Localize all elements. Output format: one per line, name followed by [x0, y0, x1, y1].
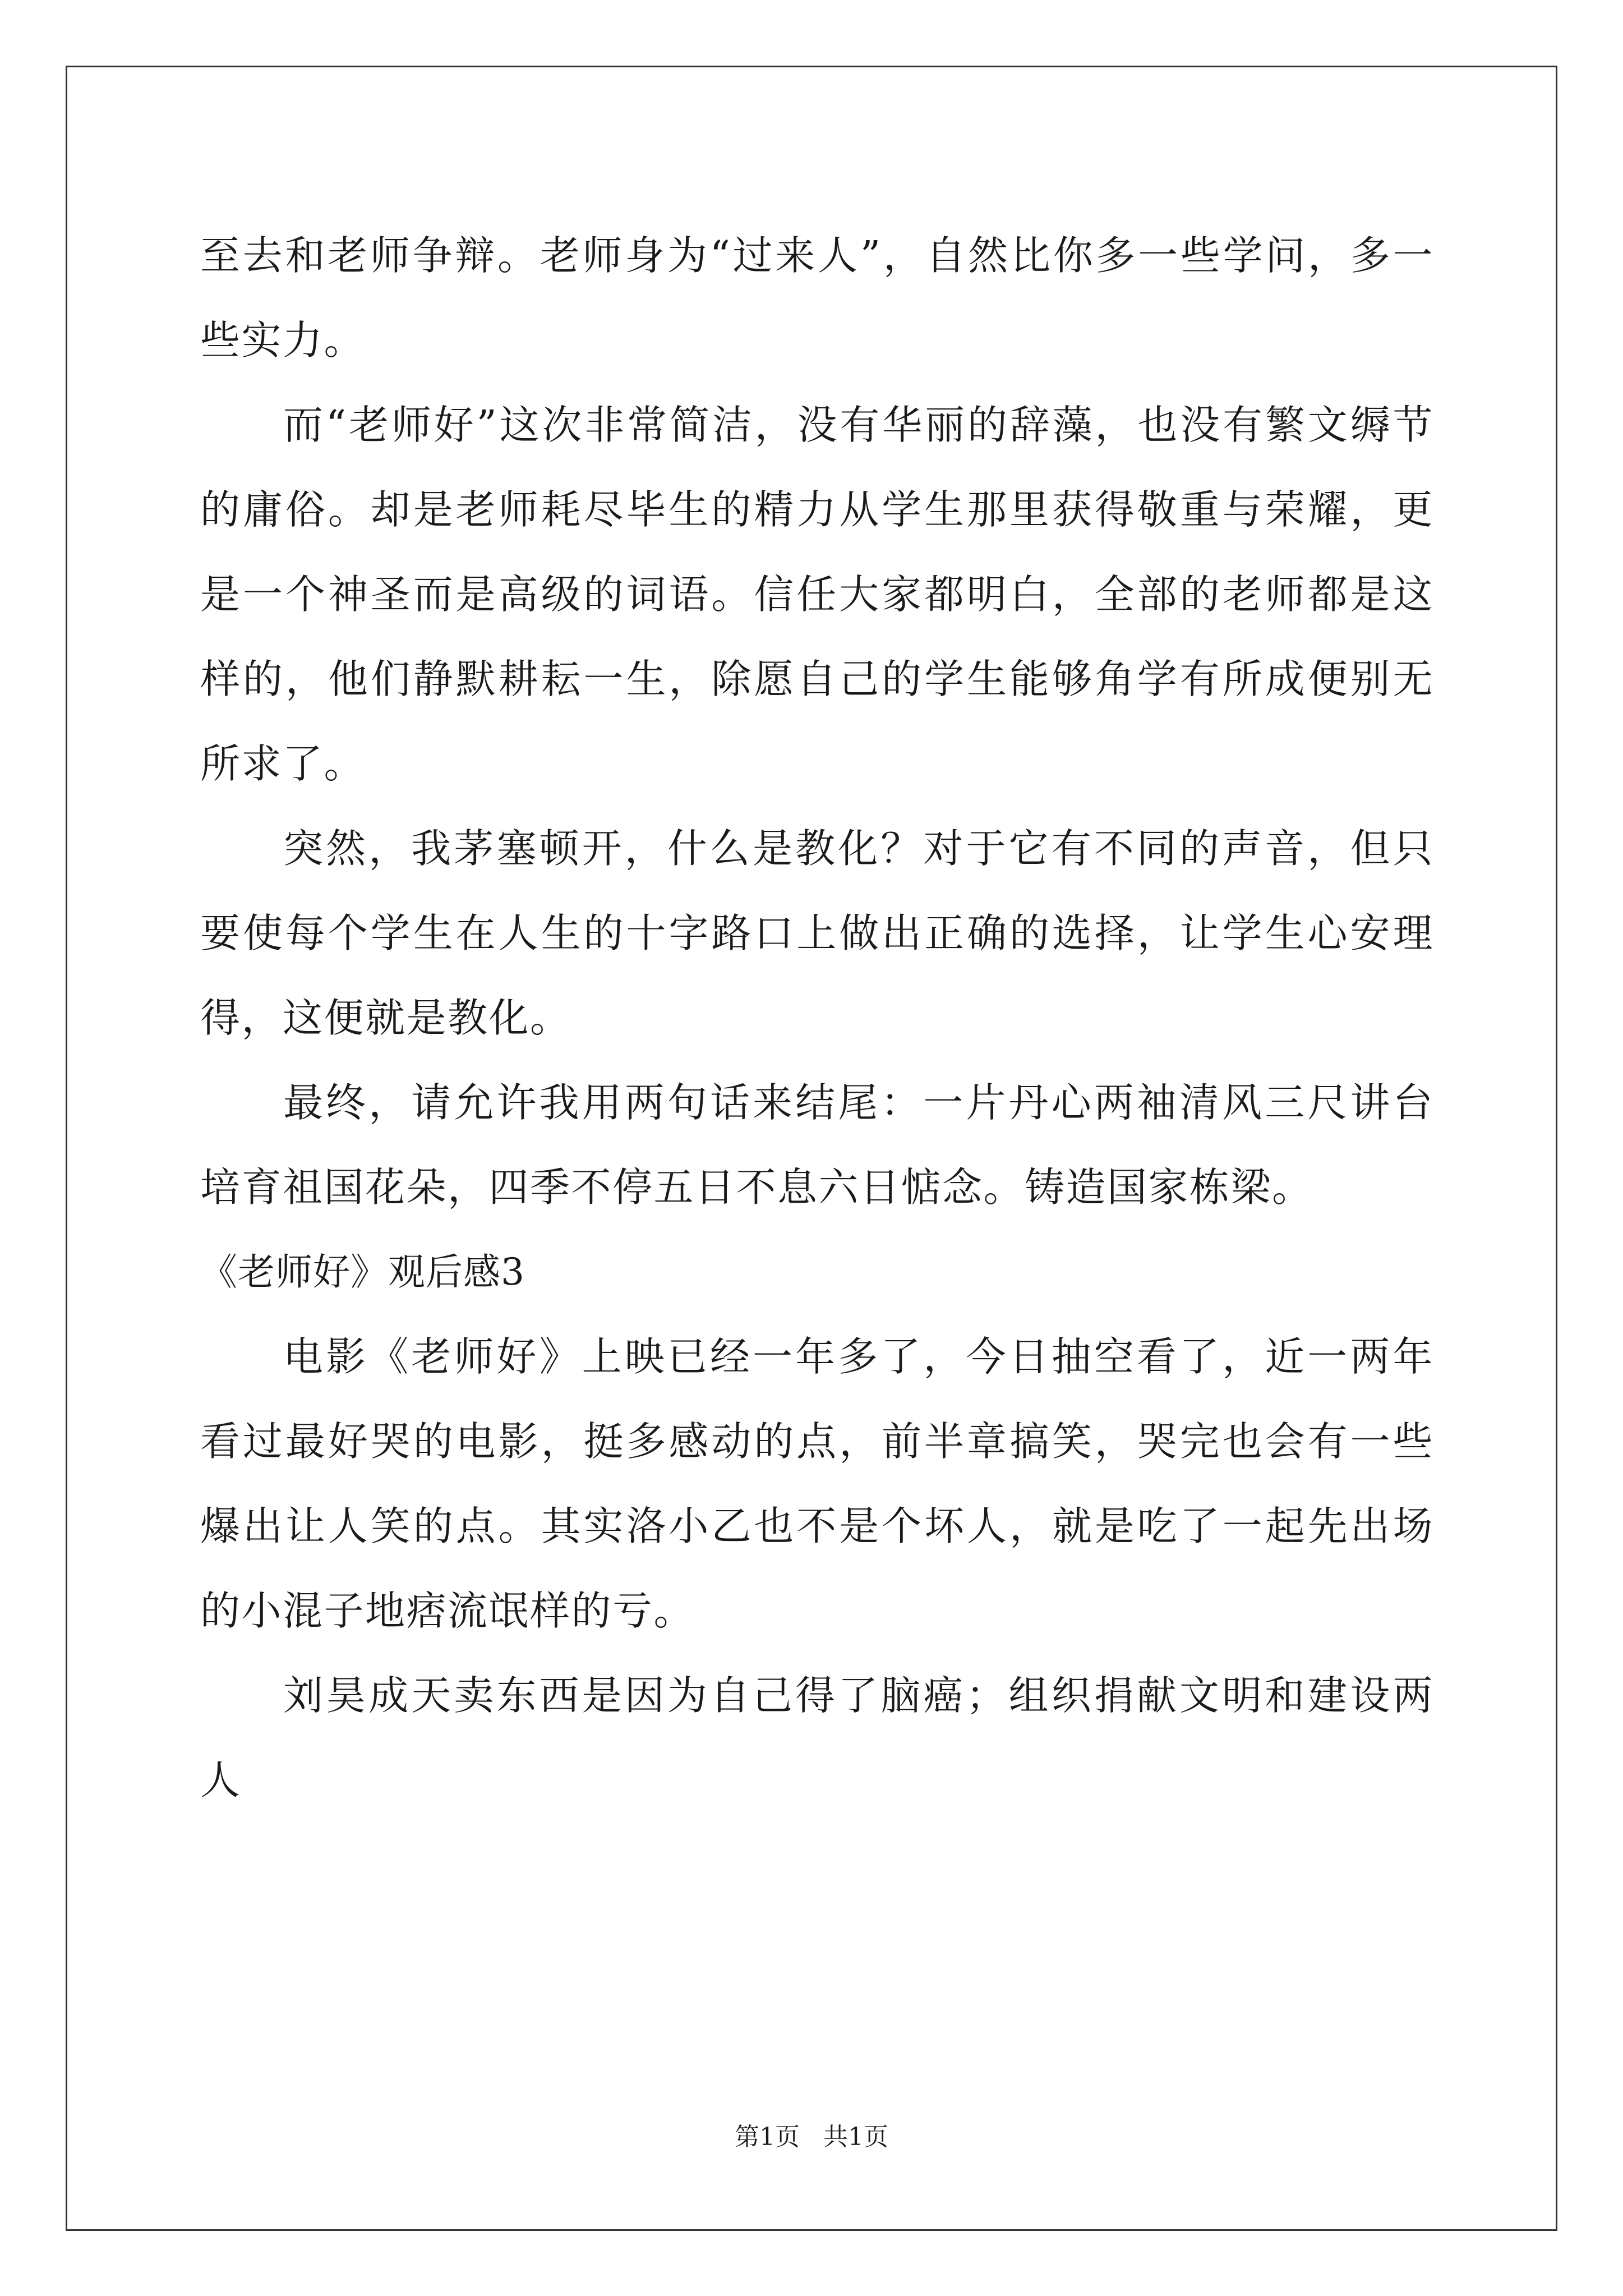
document-body — [200, 213, 1434, 1823]
paragraph: 而“老师好”这次非常简洁，没有华丽的辞藻，也没有繁文缛节的庸俗。却是老师耗尽毕生的精力从学生那里获得敬重与荣耀，更是一个神圣而是高级的词语。信任大家都明白，全部的老师都是这样的，他们静默耕耘一生，除愿自己的学生能够角学有所成便别无所求了。 — [200, 402, 1434, 787]
page-number: 第1页 — [735, 2123, 800, 2151]
paragraph: 突然，我茅塞顿开，什么是教化？对于它有不同的声音，但只要使每个学生在人生的十字路口上做出正确的选择，让学生心安理得，这便就是教化。 — [200, 825, 1434, 1041]
page-footer — [0, 2120, 1623, 2154]
paragraph: 最终，请允许我用两句话来结尾：一片丹心两袖清风三尺讲台培育祖国花朵，四季不停五日不息六日惦念。铸造国家栋梁。 — [200, 1079, 1434, 1211]
section-heading: 《老师好》观后感3 — [200, 1250, 525, 1294]
page-total: 共1页 — [823, 2123, 888, 2151]
paragraph: 至去和老师争辩。老师身为“过来人”，自然比你多一些学问，多一些实力。 — [200, 232, 1434, 364]
paragraph: 刘昊成天卖东西是因为自己得了脑癌；组织捐献文明和建设两人 — [200, 1672, 1434, 1803]
paragraph: 电影《老师好》上映已经一年多了，今日抽空看了，近一两年看过最好哭的电影，挺多感动的点，前半章搞笑，哭完也会有一些爆出让人笑的点。其实洛小乙也不是个坏人，就是吃了一起先出场的小混子地痞流氓样的亏。 — [200, 1333, 1434, 1634]
